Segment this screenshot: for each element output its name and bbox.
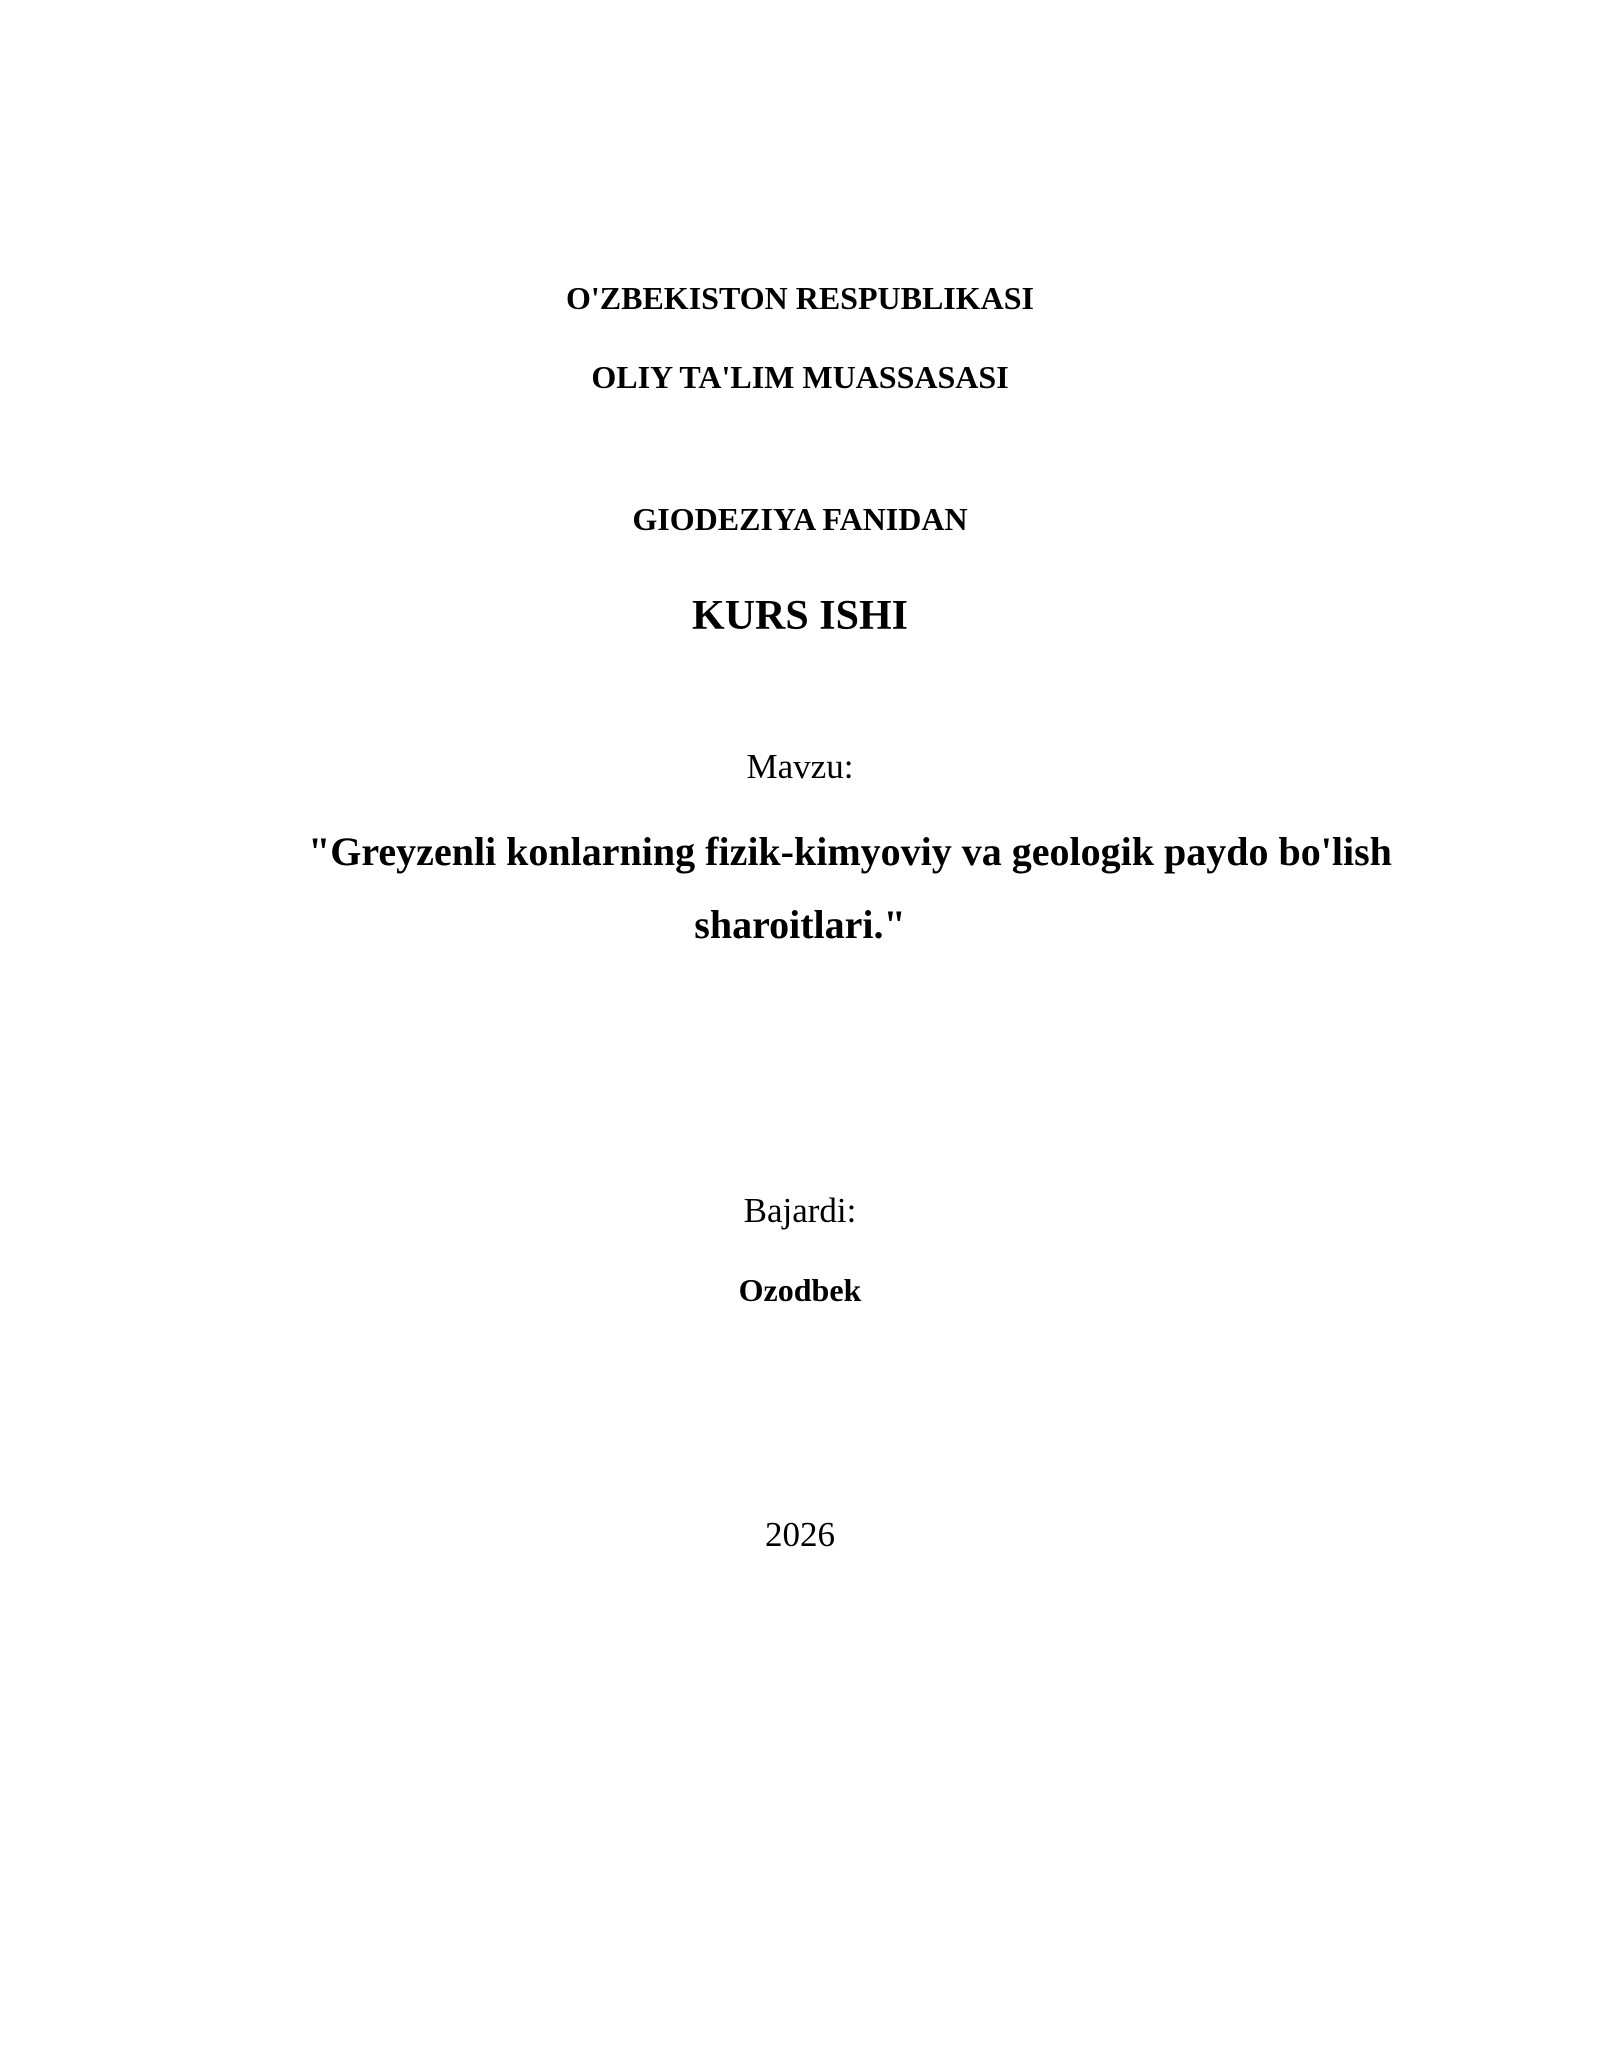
author-label: Bajardi: (743, 1191, 857, 1230)
country-heading: O'ZBEKISTON RESPUBLIKASI (565, 280, 1034, 316)
author-name: Ozodbek (738, 1272, 862, 1308)
topic-title-line-2: sharoitlari." (694, 902, 906, 947)
institution-heading: OLIY TA'LIM MUASSASASI (591, 359, 1009, 395)
topic-label: Mavzu: (746, 747, 854, 786)
work-type-heading: KURS ISHI (692, 593, 908, 639)
subject-heading: GIODEZIYA FANIDAN (632, 501, 968, 537)
topic-title-line-1: "Greyzenli konlarning fizik-kimyoviy va geologik paydo bo'lish (308, 829, 1392, 874)
year: 2026 (765, 1515, 835, 1554)
